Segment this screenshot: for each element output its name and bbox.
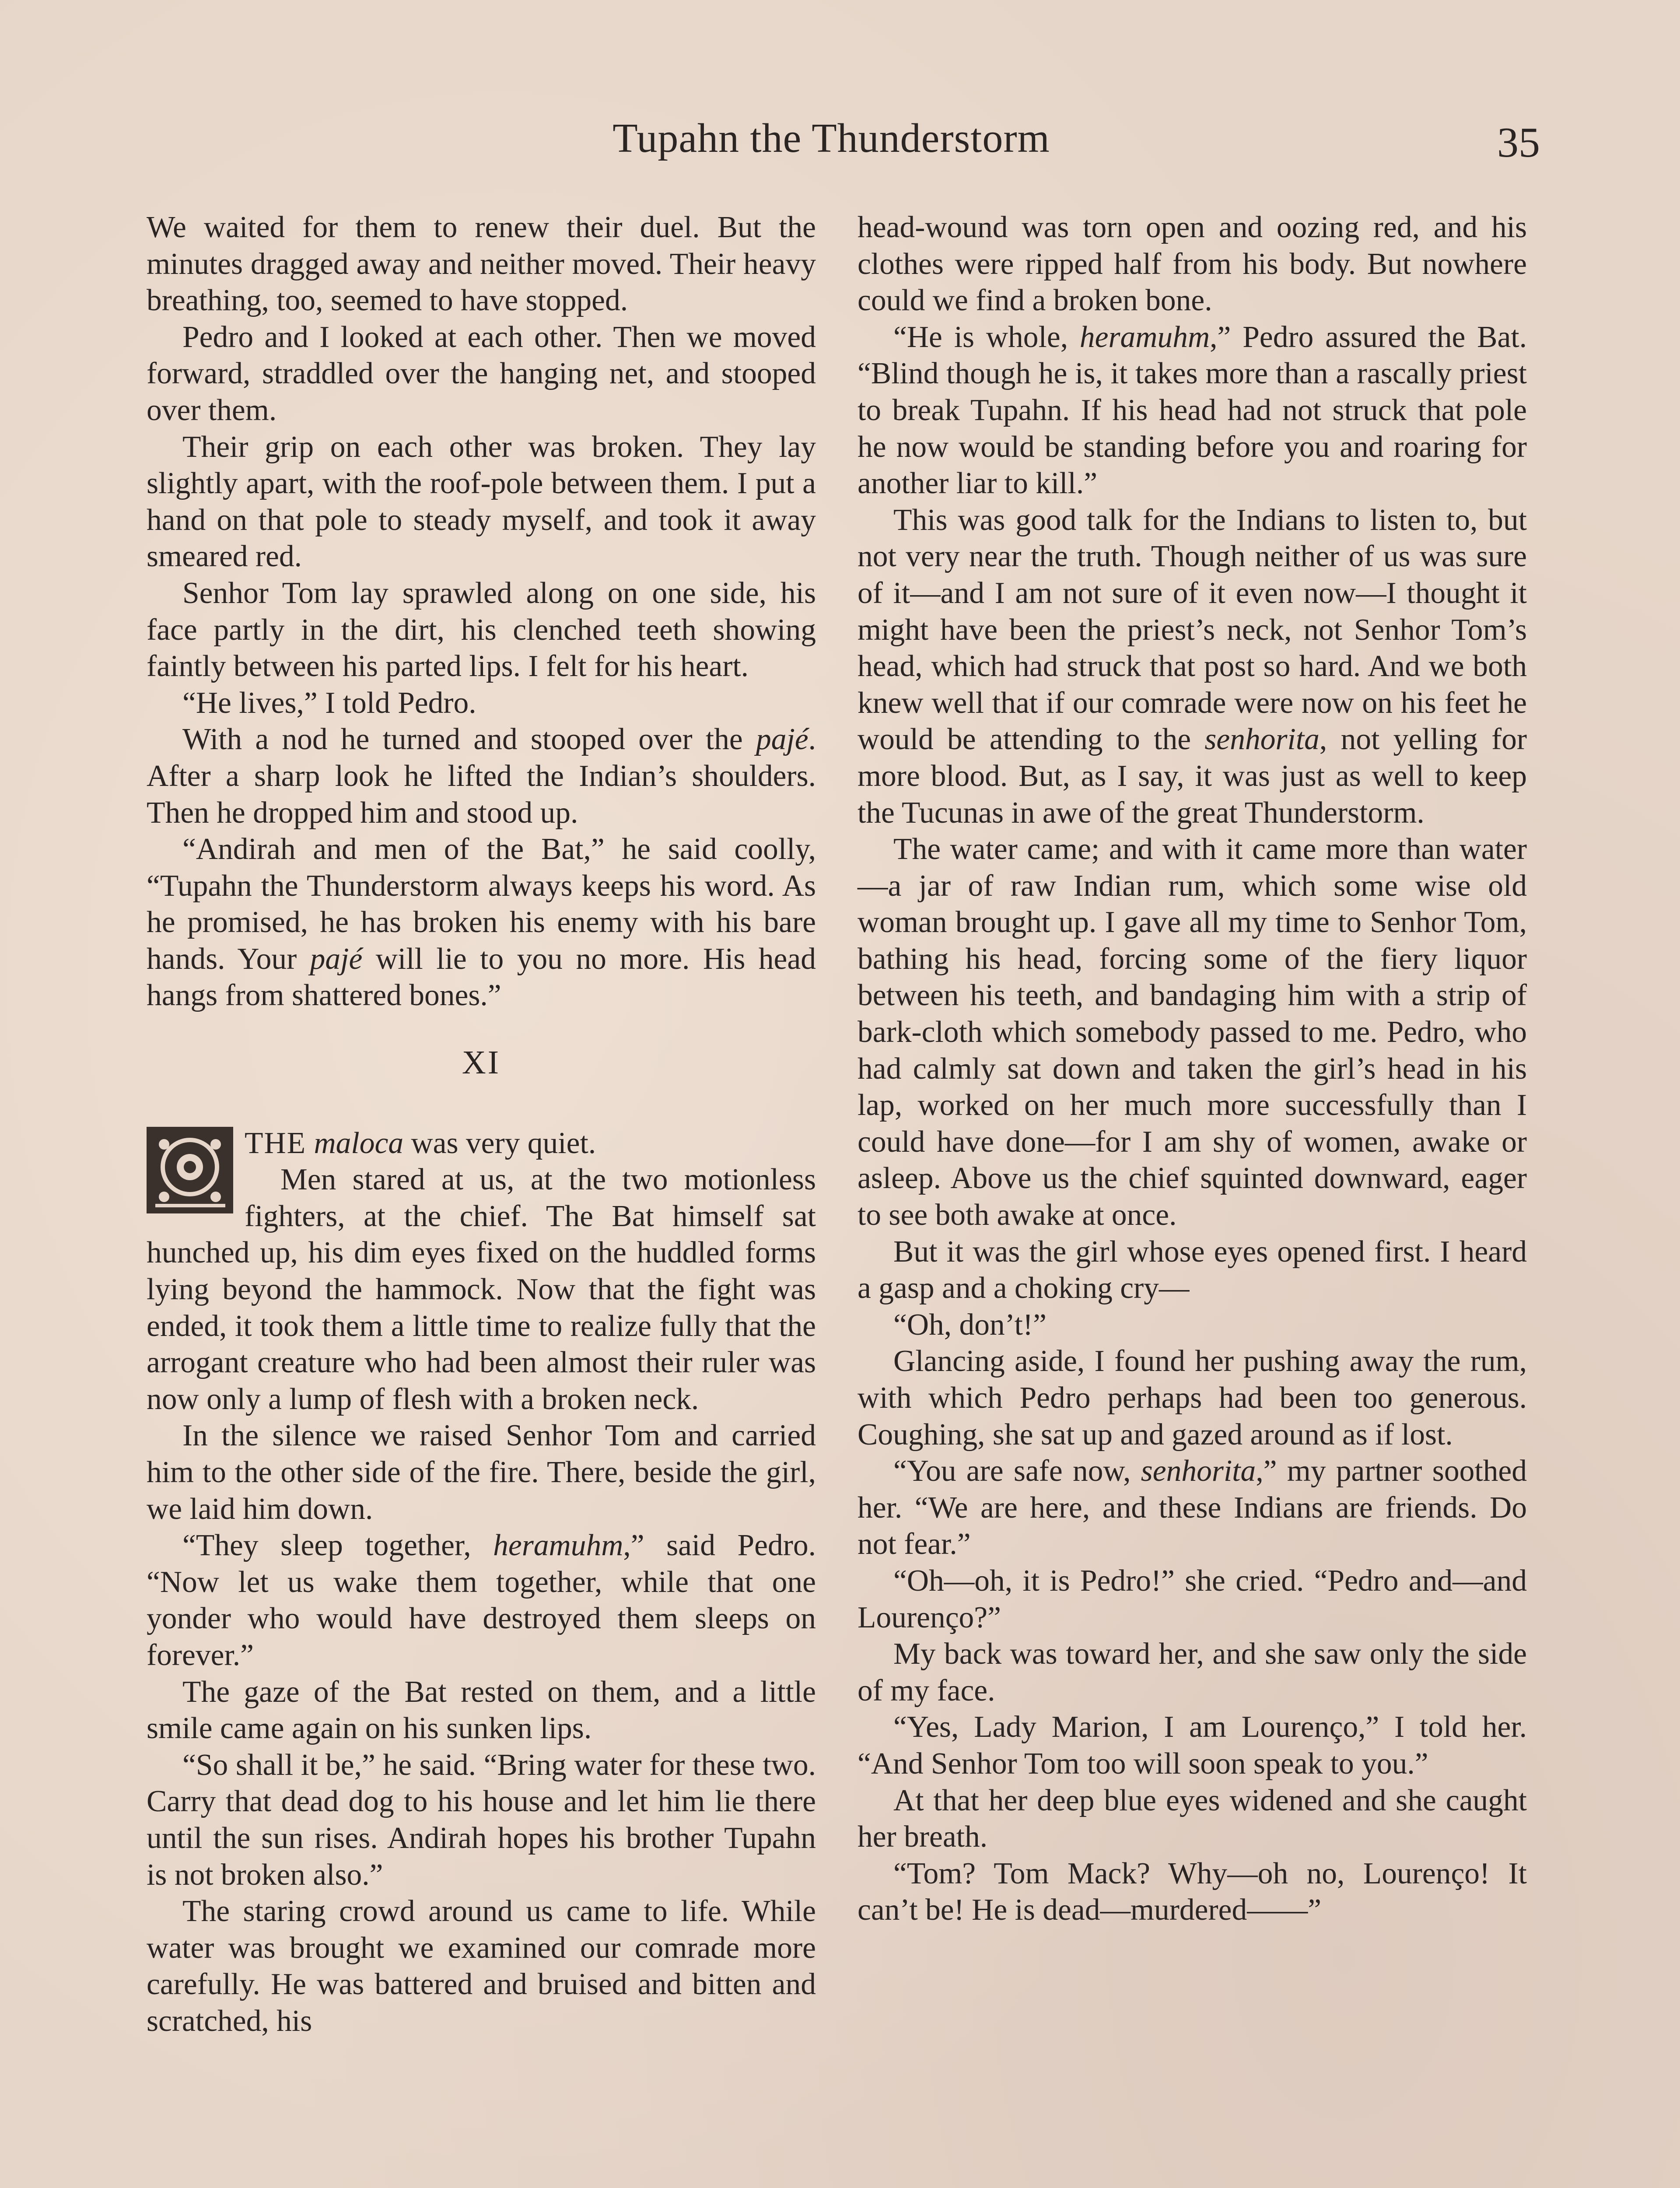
- opening-caps: THE: [245, 1126, 307, 1160]
- text-run: “You are safe now,: [893, 1454, 1141, 1488]
- paragraph: “He lives,” I told Pedro.: [182, 686, 476, 720]
- paragraph: The gaze of the Bat rested on them, and a little smile came again on his sunken lips.: [147, 1675, 816, 1746]
- paragraph: Men stared at us, at the two motionless fighters, at the chief. The Bat himself sat hunched up, his dim eyes fixed on the huddled forms lying beyond the hammock. Now that the fight was ended, it took them a little time to realize fully that the arrogant creature who had been almost their ruler was now only a lump of flesh with a broken neck.: [147, 1163, 816, 1416]
- paragraph: The water came; and with it came more than water—a jar of raw Indian rum, which some wise old woman brought up. I gave all my time to Senhor Tom, bathing his head, forcing some of the fiery liquor between his teeth, and bandaging him with a strip of bark-cloth which somebody passed to me. Pedro, who had calmly sat down and taken the girl’s head in his lap, worked on her much more successfully than I could have done—for I am shy of women, awake or asleep. Above us the chief squinted downward, eager to see both awake at once.: [858, 832, 1527, 1232]
- paragraph: At that her deep blue eyes widened and she caught her breath.: [858, 1783, 1527, 1854]
- paragraph: “Oh, don’t!”: [893, 1308, 1046, 1342]
- text-run: “He is whole,: [893, 320, 1080, 354]
- paragraph: [147, 1527, 816, 1673]
- paragraph: But it was the girl whose eyes opened first. I heard a gasp and a choking cry—: [858, 1234, 1527, 1305]
- text-run: ,” Pedro assured the Bat. “Blind though he is, it takes more than a rascally priest to break Tupahn. If his head had not struck that pole he now would be standing before you and roaring for another liar to kill.”: [858, 320, 1527, 501]
- text-run: , not yelling for more blood. But, as I say, it was just as well to keep the Tucunas in awe of the great Thunderstorm.: [858, 722, 1527, 830]
- page-number: 35: [1497, 119, 1540, 166]
- chapter-heading: XI: [462, 1044, 501, 1081]
- paragraph: In the silence we raised Senhor Tom and carried him to the other side of the fire. There, beside the girl, we laid him down.: [147, 1419, 816, 1526]
- italic-word: pajé: [756, 722, 808, 757]
- text-run: ,” my partner soothed her. “We are here, and these Indians are friends. Do not fear.”: [858, 1454, 1527, 1561]
- paragraph: The staring crowd around us came to life. While water was brought we examined our comrade more carefully. He was battered and bruised and bitten and scratched, his: [147, 1894, 816, 2038]
- italic-word: heramuhm: [1079, 320, 1210, 354]
- paragraph: Their grip on each other was broken. They lay slightly apart, with the roof-pole between them. I put a hand on that pole to steady myself, and took it away smeared red.: [147, 430, 816, 574]
- paragraph: Pedro and I looked at each other. Then we moved forward, straddled over the hanging net, and stooped over them.: [147, 320, 816, 427]
- paragraph: We waited for them to renew their duel. But the minutes dragged away and neither moved. Their heavy breathing, too, seemed to have stopped.: [147, 210, 816, 318]
- paragraph: “So shall it be,” he said. “Bring water for these two. Carry that dead dog to his house and let him lie there until the sun rises. Andirah hopes his brother Tupahn is not broken also.”: [147, 1748, 816, 1892]
- italic-word: senhorita: [1141, 1454, 1256, 1488]
- paragraph: “Yes, Lady Marion, I am Lourenço,” I told her. “And Senhor Tom too will soon speak to you.”: [858, 1710, 1527, 1781]
- paragraph: My back was toward her, and she saw only the side of my face.: [858, 1637, 1527, 1708]
- text-run: “Andirah and men of the Bat,” he said coolly, “Tupahn the Thunderstorm always keeps his word. As he promised, he has broken his enemy with his bare hands. Your: [147, 832, 816, 976]
- italic-word: senhorita: [1204, 722, 1320, 757]
- paragraph: head-wound was torn open and oozing red, and his clothes were ripped half from his body. But nowhere could we find a broken bone.: [858, 210, 1527, 318]
- opening-line: [147, 1125, 816, 1162]
- text-run: This was good talk for the Indians to listen to, but not very near the truth. Though neither of us was sure of it—and I am not sure of it even now—I thought it might have been the priest’s neck, not Senhor Tom’s head, which had struck that post so hard. And we both knew well that if our comrade were now on his feet he would be attending to the: [858, 503, 1527, 757]
- running-title: Tupahn the Thunderstorm: [612, 116, 1050, 161]
- italic-word: maloca: [314, 1126, 404, 1160]
- paragraph: [858, 502, 1527, 831]
- paragraph: Glancing aside, I found her pushing away the rum, with which Pedro perhaps had been too generous. Coughing, she sat up and gazed around as if lost.: [858, 1344, 1527, 1452]
- paragraph: Senhor Tom lay sprawled along on one side, his face partly in the dirt, his clenched teeth showing faintly between his parted lips. I felt for his heart.: [147, 576, 816, 684]
- left-column: [147, 209, 816, 2040]
- right-column: [858, 209, 1527, 1929]
- paragraph: [147, 831, 816, 1014]
- text-run: . After a sharp look he lifted the Indian’s shoulders. Then he dropped him and stood up.: [147, 722, 816, 830]
- text-run: “They sleep together,: [182, 1529, 494, 1563]
- ornament-icon: [147, 1127, 233, 1213]
- italic-word: pajé: [310, 942, 363, 976]
- paragraph: [858, 1453, 1527, 1563]
- text-run: With a nod he turned and stooped over the: [182, 722, 756, 757]
- paragraph: “Oh—oh, it is Pedro!” she cried. “Pedro and—and Lourenço?”: [858, 1564, 1527, 1634]
- paragraph: [147, 721, 816, 831]
- paragraph: “Tom? Tom Mack? Why—oh no, Lourenço! It can’t be! He is dead—murdered——”: [858, 1856, 1527, 1927]
- text-run: was very quiet.: [403, 1126, 596, 1160]
- italic-word: heramuhm: [493, 1529, 623, 1563]
- paragraph: [858, 319, 1527, 502]
- chapter-opening: [147, 1125, 816, 1418]
- text-run: ,” said Pedro. “Now let us wake them together, while that one yonder who would have destroyed them sleeps on forever.”: [147, 1529, 816, 1672]
- text-run: will lie to you no more. His head hangs from shattered bones.”: [147, 942, 816, 1013]
- page-header: [0, 115, 1680, 172]
